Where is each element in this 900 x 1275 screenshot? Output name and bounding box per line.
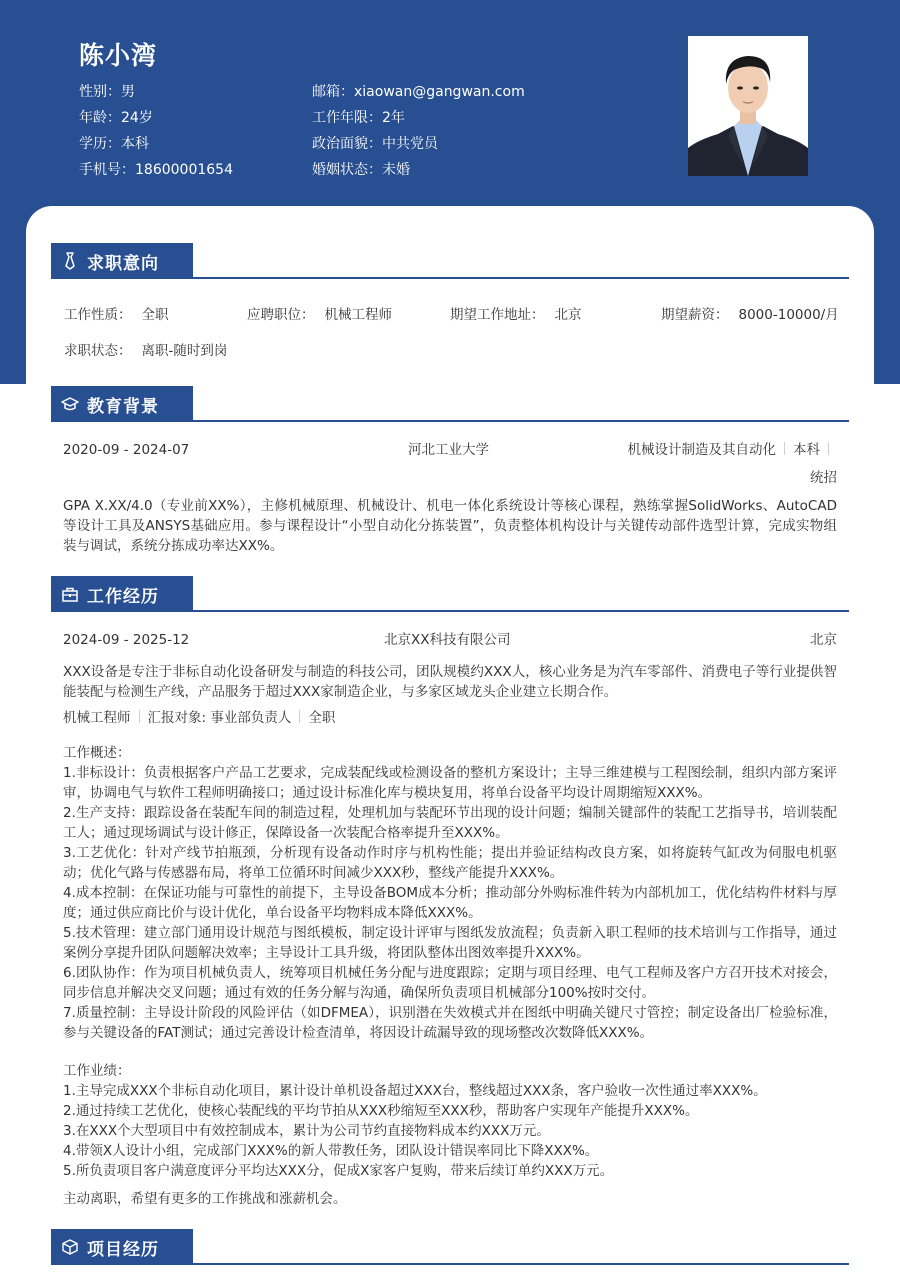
work-achievements [63, 1061, 837, 1181]
tie-icon [61, 252, 79, 270]
divider [299, 710, 300, 723]
section-education [51, 386, 849, 554]
info-work-years [312, 107, 525, 133]
work-period: 2024-09 - 2025-12 [63, 632, 190, 648]
work-role: 机械工程师 [63, 710, 131, 726]
achievement-item: 2.通过持续工艺优化，使核心装配线的平均节拍从XXX秒缩短至XXX秒，帮助客户实现年产能提升XXX%。 [63, 1103, 699, 1119]
intent-label: 工作性质： [64, 307, 132, 323]
achievement-item: 5.所负责项目客户满意度评分平均达XXX分，促成X家客户复购，带来后续订单约XXX万元。 [63, 1163, 614, 1179]
education-degree: 本科 [793, 442, 820, 458]
basic-info-right [312, 81, 525, 185]
divider [784, 442, 785, 455]
achievements-title: 工作业绩： [63, 1063, 131, 1079]
briefcase-icon [61, 585, 79, 603]
achievement-item: 1.主导完成XXX个非标自动化项目，累计设计单机设备超过XXX台，整线超过XXX条，客户验收一次性通过率XXX%。 [63, 1083, 767, 1099]
info-label: 学历： [79, 136, 121, 152]
intent-label: 期望工作地址： [450, 307, 545, 323]
person-photo-icon [688, 36, 808, 176]
work-report-to: 汇报对象: 事业部负责人 [147, 710, 292, 726]
work-overview [63, 743, 837, 1043]
graduation-cap-icon [61, 395, 79, 413]
section-tab [51, 243, 193, 279]
overview-item: 6.团队协作：作为项目机械负责人，统筹项目机械任务分配与进度跟踪；定期与项目经理、电气工程师及客户方召开技术对接会，同步信息并解决交叉问题；通过有效的任务分解与沟通，确保所负责项目机械部分100%按时交付。 [63, 965, 837, 1001]
intent-value: 8000-10000/月 [738, 307, 839, 323]
overview-item: 3.工艺优化：针对产线节拍瓶颈，分析现有设备动作时序与机构性能；提出并验证结构改良方案，如将旋转气缸改为伺服电机驱动；优化气路与传感器布局，将单工位循环时间减少XXX秒，整线产能提升XXX%。 [63, 845, 837, 881]
info-label: 政治面貌： [312, 136, 382, 152]
info-political-status [312, 133, 525, 159]
education-school: 河北工业大学 [408, 442, 489, 458]
intent-job-type [64, 303, 169, 323]
work-city: 北京 [810, 632, 837, 648]
info-value: 24岁 [121, 110, 153, 126]
education-entry [63, 440, 837, 488]
work-company: 北京XX科技有限公司 [384, 632, 511, 648]
section-header [51, 386, 849, 422]
education-period: 2020-09 - 2024-07 [63, 442, 190, 458]
overview-item: 5.技术管理：建立部门通用设计规范与图纸模板，制定设计评审与图纸发放流程；负责新入职工程师的技术培训与工作指导，通过案例分享提升团队问题解决效率；主导设计工具升级，将团队整体出图效率提升XXX%。 [63, 925, 837, 961]
section-header [51, 243, 849, 279]
avatar-photo [688, 36, 808, 176]
work-entry-header [63, 630, 837, 650]
info-gender [79, 81, 233, 107]
work-job-type: 全职 [308, 710, 336, 726]
info-label: 邮箱： [312, 84, 354, 100]
education-details [607, 440, 837, 488]
overview-item: 7.质量控制：主导设计阶段的风险评估（如DFMEA），识别潜在失效模式并在图纸中明确关键尺寸管控；制定设备出厂检验标准，参与关键设备的FAT测试；通过完善设计检查清单，将因设计疏漏导致的现场整改次数降低XXX%。 [63, 1005, 837, 1041]
education-major: 机械设计制造及其自动化 [627, 442, 776, 458]
info-value: 中共党员 [382, 136, 438, 152]
info-education [79, 133, 233, 159]
overview-item: 2.生产支持：跟踪设备在装配车间的制造过程，处理机加与装配环节出现的设计问题；编制关键部件的装配工艺指导书，培训装配工人；通过现场调试与设计修正，保障设备一次装配合格率提升至XXX%。 [63, 805, 837, 841]
section-projects [51, 1229, 849, 1265]
section-title: 工作经历 [87, 586, 159, 607]
intent-label: 期望薪资： [661, 307, 729, 323]
divider [139, 710, 140, 723]
intent-position [247, 303, 392, 323]
section-work-experience [51, 576, 849, 1207]
info-value: xiaowan@gangwan.com [354, 84, 525, 100]
overview-item: 1.非标设计：负责根据客户产品工艺要求，完成装配线或检测设备的整机方案设计；主导三维建模与工程图绘制，组织内部方案评审，协调电气与软件工程师明确接口；通过设计标准化库与模块复用，将单台设备平均设计周期缩短XXX%。 [63, 765, 837, 801]
info-phone [79, 159, 233, 185]
basic-info-left [79, 81, 233, 185]
info-label: 婚姻状态： [312, 162, 382, 178]
achievement-item: 4.带领X人设计小组，完成部门XXX%的新人带教任务，团队设计错误率同比下降XXX%。 [63, 1143, 599, 1159]
section-title: 项目经历 [87, 1239, 159, 1260]
info-label: 年龄： [79, 110, 121, 126]
info-value: 男 [121, 84, 135, 100]
info-age [79, 107, 233, 133]
work-role-line [63, 708, 837, 728]
info-value: 2年 [382, 110, 405, 126]
leave-reason: 主动离职，希望有更多的工作挑战和涨薪机会。 [63, 1191, 347, 1207]
divider [828, 442, 829, 455]
overview-title: 工作概述： [63, 745, 131, 761]
info-value: 本科 [121, 136, 149, 152]
info-value: 未婚 [382, 162, 410, 178]
section-tab [51, 576, 193, 612]
section-title: 求职意向 [87, 253, 159, 274]
info-label: 工作年限： [312, 110, 382, 126]
education-description: GPA X.XX/4.0（专业前XX%），主修机械原理、机械设计、机电一体化系统设计等核心课程，熟练掌握SolidWorks、AutoCAD等设计工具及ANSYS基础应用。参与课程设计“小型自动化分拣装置”，负责整体机构设计与关键传动部件选型计算，完成实物组装与调试，系统分拣成功率达XX%。 [63, 498, 837, 554]
intent-label: 应聘职位： [247, 307, 315, 323]
intent-salary [661, 303, 839, 323]
section-tab [51, 1229, 193, 1265]
cube-icon [61, 1238, 79, 1256]
company-intro: XXX设备是专注于非标自动化设备研发与制造的科技公司，团队规模约XXX人，核心业务是为汽车零部件、消费电子等行业提供智能装配与检测生产线，产品服务于超过XXX家制造企业，与多家区域龙头企业建立长期合作。 [63, 664, 837, 700]
info-email [312, 81, 525, 107]
section-tab [51, 386, 193, 422]
candidate-name: 陈小湾 [79, 41, 158, 70]
intent-value: 全职 [141, 307, 169, 323]
intent-status [64, 339, 227, 359]
info-marital-status [312, 159, 525, 185]
info-label: 性别： [79, 84, 121, 100]
info-label: 手机号： [79, 162, 135, 178]
intent-value: 离职-随时到岗 [141, 343, 228, 359]
section-header [51, 576, 849, 612]
education-type: 统招 [810, 470, 837, 486]
intent-location [450, 303, 582, 323]
info-value: 18600001654 [135, 162, 233, 178]
intent-label: 求职状态： [64, 343, 132, 359]
overview-item: 4.成本控制：在保证功能与可靠性的前提下，主导设备BOM成本分析；推动部分外购标准件转为内部机加工，优化结构件材料与厚度；通过供应商比价与设计优化，单台设备平均物料成本降低XXX%。 [63, 885, 837, 921]
section-title: 教育背景 [87, 396, 159, 417]
intent-value: 北京 [554, 307, 582, 323]
achievement-item: 3.在XXX个大型项目中有效控制成本，累计为公司节约直接物料成本约XXX万元。 [63, 1123, 550, 1139]
section-header [51, 1229, 849, 1265]
profile-header [0, 0, 900, 206]
intent-value: 机械工程师 [324, 307, 392, 323]
section-job-intent [51, 243, 849, 359]
